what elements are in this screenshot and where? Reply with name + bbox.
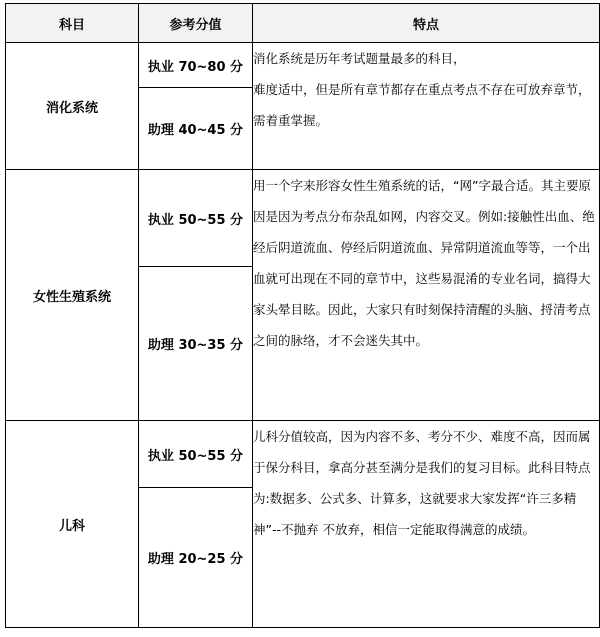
table-row [6, 170, 600, 267]
header-row [6, 4, 600, 43]
header-score: 参考分值 [139, 4, 253, 43]
description-cell [253, 170, 600, 421]
description-text: 儿科分值较高，因为内容不多、考分不少、难度不高，因而属于保分科目，拿高分甚至满分是我们的复习目标。此科目特点为:数据多、公式多、计算多，这就要求大家发挥“许三多精神”--不抛弃 不放弃，相信一定能取得满意的成绩。 [253, 429, 591, 537]
subject-cell: 消化系统 [6, 43, 139, 170]
header-subject: 科目 [6, 4, 139, 43]
subject-cell: 儿科 [6, 421, 139, 628]
score-cell: 助理 40~45 分 [139, 88, 253, 170]
description-text: 难度适中，但是所有章节都存在重点考点不存在可放弃章节，需着重掌握。 [253, 82, 591, 128]
subject-cell: 女性生殖系统 [6, 170, 139, 421]
table-row [6, 43, 600, 88]
table-row [6, 421, 600, 488]
description-text: 消化系统是历年考试题量最多的科目， [253, 51, 466, 66]
score-cell: 助理 20~25 分 [139, 488, 253, 628]
score-cell: 执业 50~55 分 [139, 421, 253, 488]
score-cell: 执业 50~55 分 [139, 170, 253, 267]
description-cell [253, 43, 600, 170]
subjects-table [5, 3, 600, 628]
header-features: 特点 [253, 4, 600, 43]
description-text: 用一个字来形容女性生殖系统的话，“网”字最合适。其主要原因是因为考点分布杂乱如网，内容交叉。例如:接触性出血、绝经后阴道流血、停经后阴道流血、异常阴道流血等等，一个出血就可出现在不同的章节中，这些易混淆的专业名词，搞得大家头晕目眩。因此，大家只有时刻保持清醒的头脑、捋清考点之间的脉络，才不会迷失其中。 [253, 178, 595, 348]
score-cell: 助理 30~35 分 [139, 267, 253, 421]
score-cell: 执业 70~80 分 [139, 43, 253, 88]
description-cell [253, 421, 600, 628]
